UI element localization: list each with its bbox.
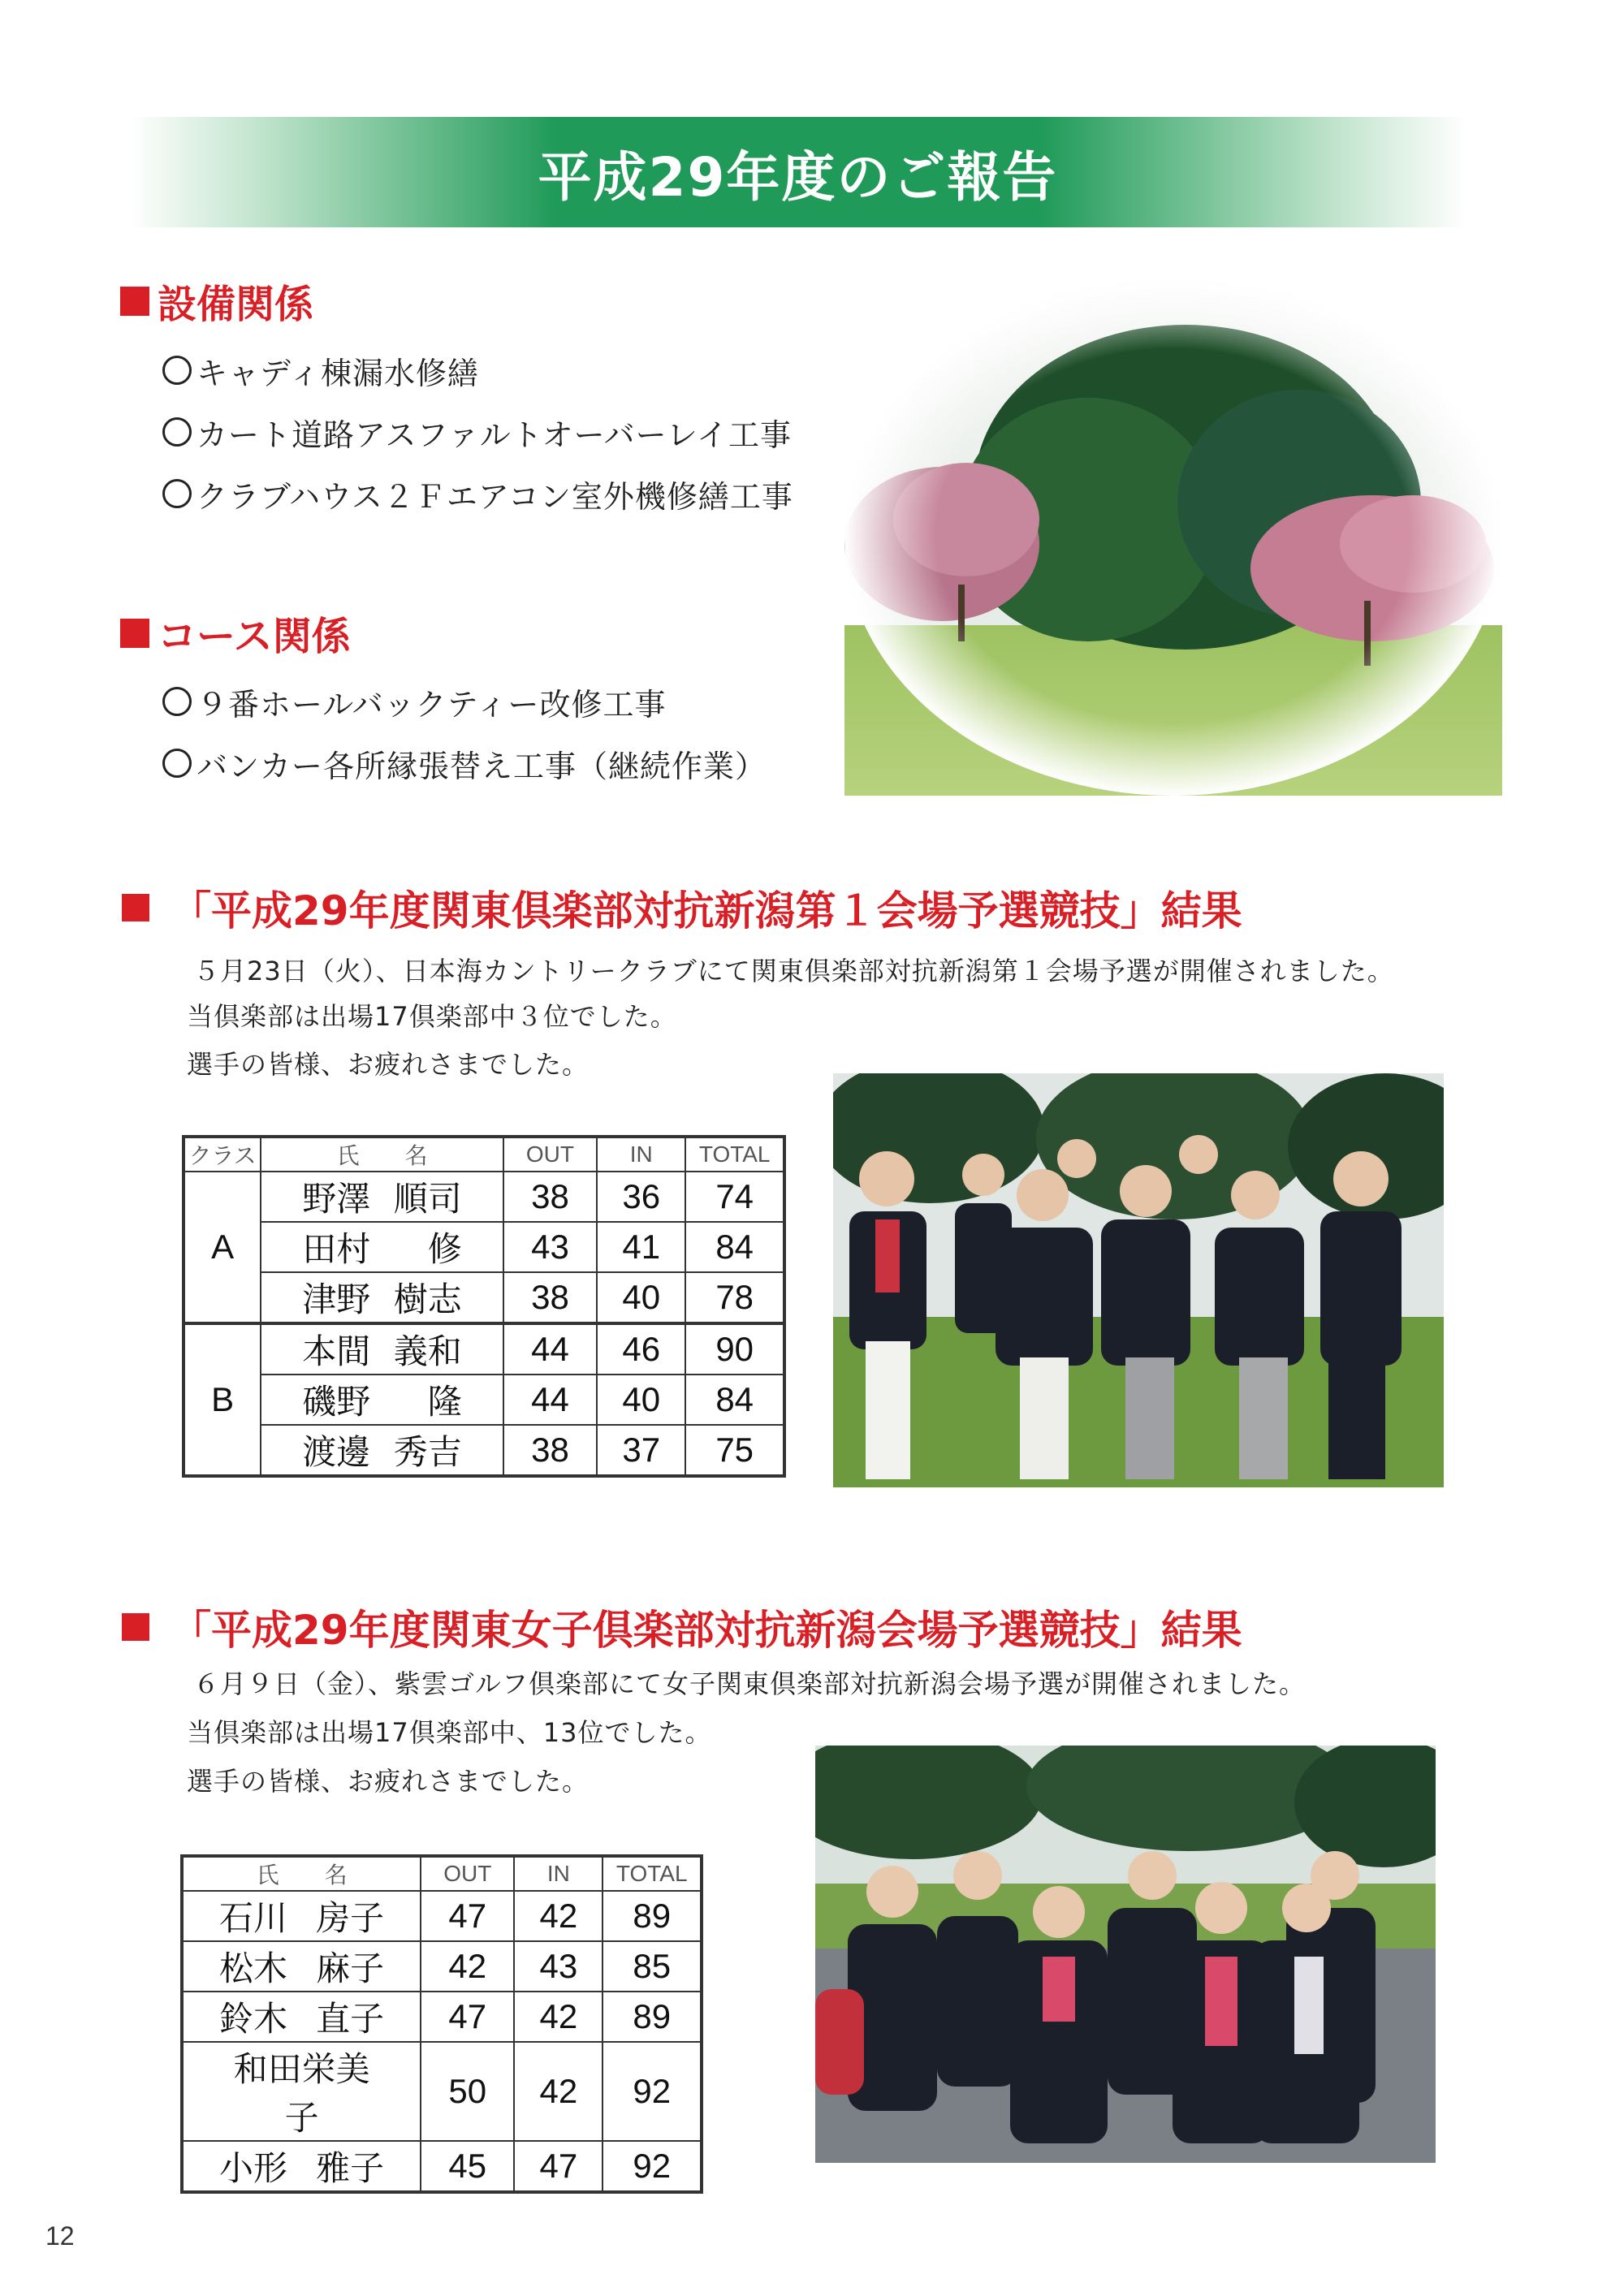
women-results-heading-text: 「平成29年度関東女子倶楽部対抗新潟会場予選競技」結果 — [171, 1607, 1242, 1654]
title-banner — [130, 117, 1466, 227]
course-list — [162, 671, 767, 794]
list-item: キャディ棟漏水修繕 — [162, 339, 793, 401]
page-number: 12 — [45, 2221, 75, 2251]
table-row: 田村 修 43 41 84 — [184, 1222, 784, 1272]
table-row: 松木 麻子 42 43 85 — [182, 1941, 702, 1992]
women-paragraph-1: ６月９日（金）、紫雲ゴルフ倶楽部にて女子関東倶楽部対抗新潟会場予選が開催されました。 — [193, 1668, 1307, 1699]
women-results-table — [180, 1854, 703, 2194]
table-row: 津野 樹志 38 40 78 — [184, 1272, 784, 1323]
table-row: 磯野 隆 44 40 84 — [184, 1375, 784, 1425]
list-item: バンカー各所縁張替え工事（継続作業） — [162, 732, 767, 794]
women-paragraph-2: 当倶楽部は出場17倶楽部中、13位でした。 — [187, 1717, 712, 1748]
table-header-row: クラス 氏 名 OUT IN TOTAL — [184, 1137, 784, 1172]
equipment-heading-text: 設備関係 — [158, 282, 314, 327]
men-team-photo — [833, 1073, 1444, 1487]
table-row: 和田栄美子 50 42 92 — [182, 2042, 702, 2141]
table-row: 石川 房子 47 42 89 — [182, 1891, 702, 1941]
red-square-icon — [122, 894, 149, 921]
women-results-heading — [122, 1598, 1242, 1656]
table-row: A 野澤 順司 38 36 74 — [184, 1172, 784, 1222]
women-team-photo — [815, 1746, 1436, 2163]
table-row: 鈴木 直子 47 42 89 — [182, 1992, 702, 2042]
table-header-row: 氏 名 OUT IN TOTAL — [182, 1856, 702, 1891]
course-heading-text: コース関係 — [158, 614, 351, 659]
women-paragraph-3: 選手の皆様、お疲れさまでした。 — [187, 1766, 590, 1797]
equipment-list — [162, 339, 793, 524]
men-results-table — [182, 1135, 786, 1478]
class-cell: A — [184, 1172, 261, 1323]
circle-icon — [162, 356, 192, 385]
table-row: B 本間 義和 44 46 90 — [184, 1323, 784, 1375]
list-item: カート道路アスファルトオーバーレイ工事 — [162, 401, 793, 463]
red-square-icon — [120, 287, 149, 316]
men-results-heading-text: 「平成29年度関東倶楽部対抗新潟第１会場予選競技」結果 — [171, 887, 1242, 934]
red-square-icon — [120, 619, 149, 648]
men-paragraph-3: 選手の皆様、お疲れさまでした。 — [187, 1049, 590, 1080]
circle-icon — [162, 687, 192, 716]
table-row: 渡邊 秀吉 38 37 75 — [184, 1425, 784, 1476]
course-photo — [844, 276, 1502, 796]
table-row: 小形 雅子 45 47 92 — [182, 2141, 702, 2192]
men-results-heading — [122, 878, 1242, 937]
circle-icon — [162, 749, 192, 778]
red-square-icon — [122, 1613, 149, 1641]
list-item: ９番ホールバックティー改修工事 — [162, 671, 767, 732]
class-cell: B — [184, 1323, 261, 1476]
equipment-heading — [120, 273, 313, 329]
page-title: 平成29年度のご報告 — [538, 145, 1058, 209]
course-heading — [120, 605, 351, 661]
circle-icon — [162, 479, 192, 508]
men-paragraph-1: ５月23日（火）、日本海カントリークラブにて関東倶楽部対抗新潟第１会場予選が開催されました。 — [193, 956, 1394, 986]
circle-icon — [162, 417, 192, 447]
men-paragraph-2: 当倶楽部は出場17倶楽部中３位でした。 — [187, 1001, 677, 1032]
list-item: クラブハウス２Ｆエアコン室外機修繕工事 — [162, 463, 793, 524]
